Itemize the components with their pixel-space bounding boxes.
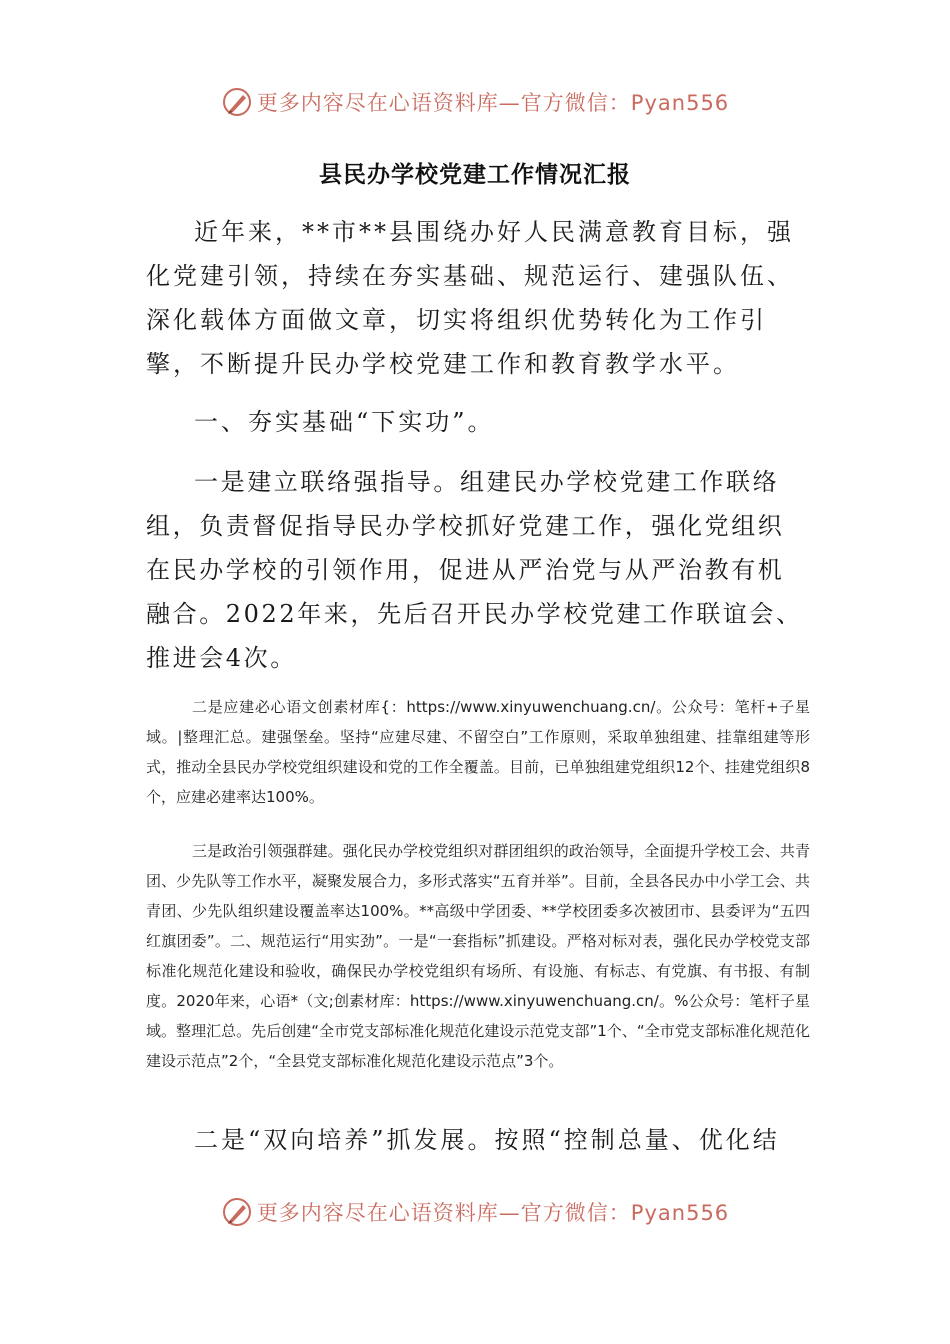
- section-heading: 一、夯实基础“下实功”。: [194, 408, 495, 436]
- document-title: 县民办学校党建工作情况汇报: [319, 161, 631, 188]
- item-paragraph: 二是应建必心语文创素材库{：https://www.xinyuwenchuang.cn/。公众号：笔杆+子星域。|整理汇总。建强堡垒。坚持“应建尽建、不留空白”工作原则，采取单独组建、挂靠组建等形式，推动全县民办学校党组织建设和党的工作全覆盖。目前，已单独组建党组织12个、挂建党组织8个，应建必建率达100%。: [146, 698, 810, 806]
- pen-circle-logo-icon: [221, 86, 253, 118]
- item-paragraph: 一是建立联络强指导。组建民办学校党建工作联络组，负责督促指导民办学校抓好党建工作，强化党组织在民办学校的引领作用，促进从严治党与从严治教有机融合。2022年来，先后召开民办学校党建工作联谊会、推进会4次。: [146, 468, 803, 672]
- pen-circle-logo-icon: [221, 1196, 253, 1228]
- footer-banner: [0, 1192, 950, 1232]
- item-paragraph: 二是“双向培养”抓发展。按照“控制总量、优化结: [194, 1126, 780, 1154]
- item-paragraph: 三是政治引领强群建。强化民办学校党组织对群团组织的政治领导，全面提升学校工会、共青团、少先队等工作水平，凝聚发展合力，多形式落实“五育并举”。目前，全县各民办中小学工会、共青团、少先队组织建设覆盖率达100%。**高级中学团委、**学校团委多次被团市、县委评为“五四红旗团委”。二、规范运行“用实劲”。一是“一套指标”抓建设。严格对标对表，强化民办学校党支部标准化规范化建设和验收，确保民办学校党组织有场所、有设施、有标志、有党旗、有书报、有制度。2020年来，心语*（文;创素材库：https://www.xinyuwenchuang.cn/。%公众号：笔杆子星域。整理汇总。先后创建“全市党支部标准化规范化建设示范党支部”1个、“全市党支部标准化规范化建设示范点”2个，“全县党支部标准化规范化建设示范点”3个。: [146, 842, 810, 1070]
- banner-text: 更多内容尽在心语资料库—官方微信：Pyan556: [256, 1201, 730, 1225]
- intro-paragraph: 近年来，**市**县围绕办好人民满意教育目标，强化党建引领，持续在夯实基础、规范运行、建强队伍、深化载体方面做文章，切实将组织优势转化为工作引擎，不断提升民办学校党建工作和教育教学水平。: [146, 218, 794, 378]
- header-banner: [0, 82, 950, 122]
- banner-text: 更多内容尽在心语资料库—官方微信：Pyan556: [256, 91, 730, 115]
